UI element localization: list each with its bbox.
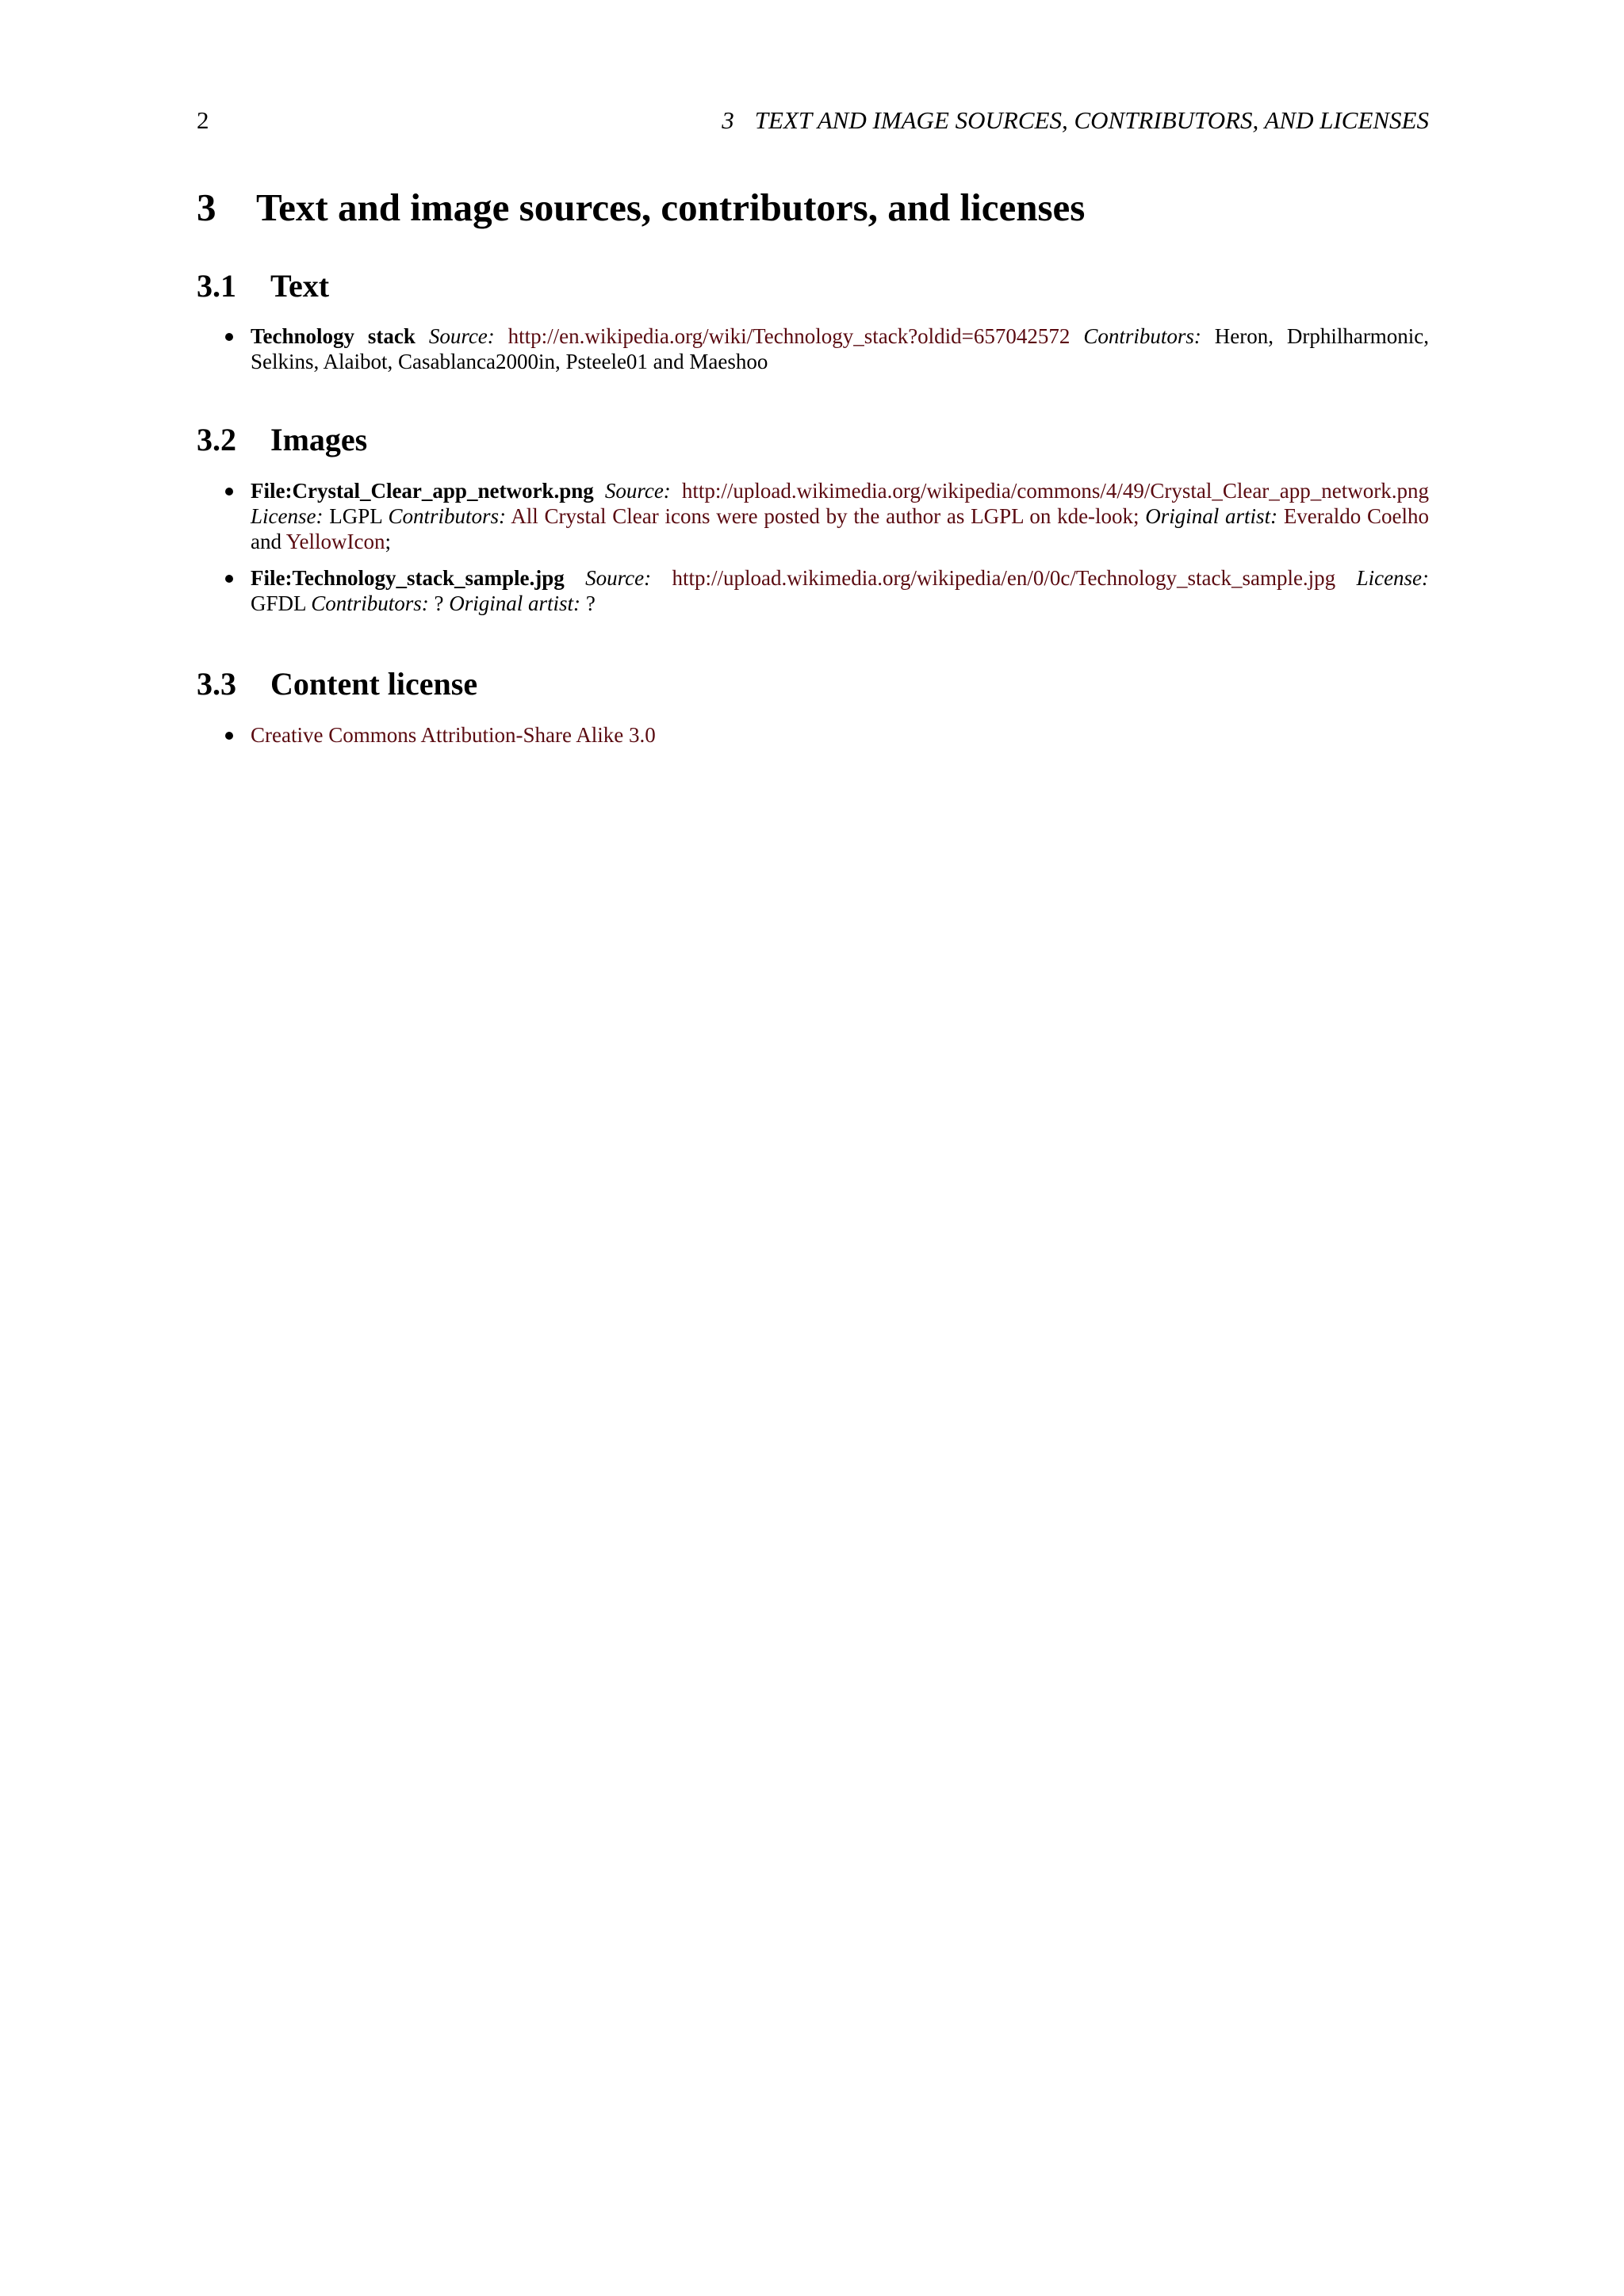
- source-link[interactable]: http://upload.wikimedia.org/wikipedia/en/0/0c/Technology_stack_sample.jpg: [672, 566, 1336, 590]
- running-header: [197, 103, 1429, 138]
- bullet-icon: [225, 333, 233, 341]
- subsection-title: Text: [270, 268, 330, 304]
- subsection-heading-text: [197, 266, 329, 306]
- bullet-icon: [225, 575, 233, 583]
- contributors-label: Contributors:: [1083, 324, 1201, 348]
- subsection-heading-images: [197, 420, 367, 460]
- running-header-section-title: TEXT AND IMAGE SOURCES, CONTRIBUTORS, AND LICENSES: [754, 106, 1429, 134]
- trailing-punctuation: ;: [385, 530, 392, 553]
- license-value: GFDL: [251, 591, 306, 615]
- bullet-icon: [225, 732, 233, 740]
- license-label: License:: [251, 504, 324, 528]
- source-label: Source:: [585, 566, 652, 590]
- contributors-value: ?: [434, 591, 444, 615]
- section-title: Text and image sources, contributors, and licenses: [256, 186, 1086, 229]
- item-title: File:Technology_stack_sample.jpg: [251, 566, 565, 590]
- subsection-number: 3.3: [197, 666, 236, 702]
- item-title: Technology stack: [251, 324, 416, 348]
- contributors-label: Contributors:: [311, 591, 429, 615]
- source-label: Source:: [604, 479, 671, 503]
- original-artist-link[interactable]: YellowIcon: [285, 530, 385, 553]
- running-header-title: [722, 103, 1429, 138]
- original-artist-label: Original artist:: [449, 591, 581, 615]
- section-number: 3: [197, 186, 216, 229]
- running-header-section-number: 3: [722, 106, 734, 134]
- source-link[interactable]: http://upload.wikimedia.org/wikipedia/commons/4/49/Crystal_Clear_app_network.png: [681, 479, 1430, 503]
- original-artist-label: Original artist:: [1145, 504, 1278, 528]
- subsection-number: 3.1: [197, 268, 236, 304]
- bullet-icon: [225, 488, 233, 496]
- contributors-label: Contributors:: [388, 504, 506, 528]
- license-label: License:: [1356, 566, 1430, 590]
- source-label: Source:: [428, 324, 495, 348]
- subsection-heading-content-license: [197, 664, 477, 704]
- license-link[interactable]: Creative Commons Attribution-Share Alike 3.0: [251, 723, 656, 747]
- original-artist-value: ?: [585, 591, 596, 615]
- license-value: LGPL: [329, 504, 382, 528]
- source-link[interactable]: http://en.wikipedia.org/wiki/Technology_stack?oldid=657042572: [508, 324, 1071, 348]
- list-item: [197, 565, 1429, 616]
- section-heading: [197, 184, 1085, 232]
- image-sources-list: [197, 478, 1429, 627]
- subsection-title: Content license: [270, 666, 478, 702]
- subsection-number: 3.2: [197, 422, 236, 457]
- original-artist-link[interactable]: Everaldo Coelho: [1283, 504, 1430, 528]
- content-license-list: [197, 722, 1429, 759]
- conjunction-text: and: [251, 530, 282, 553]
- page-number: 2: [197, 106, 209, 134]
- list-item: [197, 323, 1429, 374]
- text-sources-list: [197, 323, 1429, 385]
- contributors-value: Heron, Drphilharmonic, Selkins, Alaibot, Casablanca2000in, Psteele01 and Maeshoo: [251, 324, 1430, 373]
- item-title: File:Crystal_Clear_app_network.png: [251, 479, 594, 503]
- list-item: [197, 722, 1429, 748]
- subsection-title: Images: [270, 422, 368, 457]
- list-item: [197, 478, 1429, 554]
- contributors-link[interactable]: All Crystal Clear icons were posted by the author as LGPL on kde-look;: [511, 504, 1139, 528]
